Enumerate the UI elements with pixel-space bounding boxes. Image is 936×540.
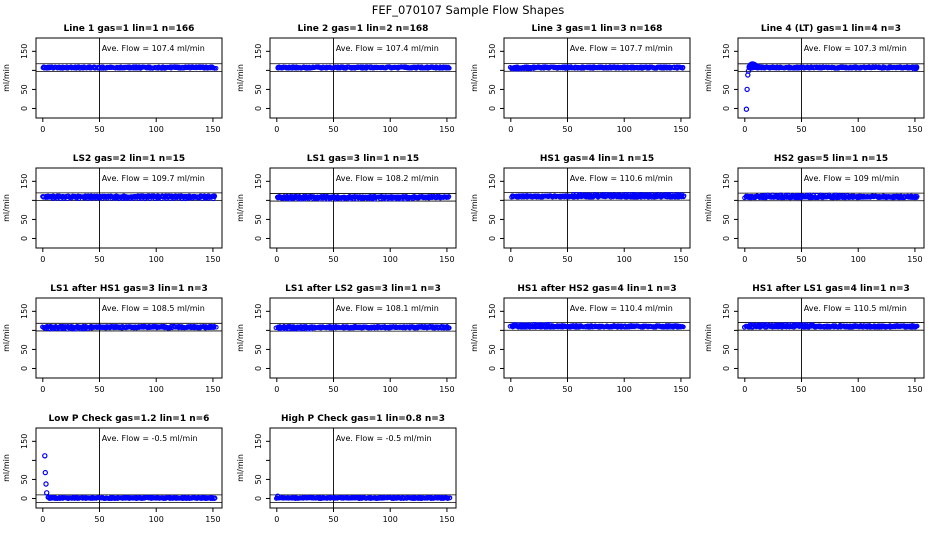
y-tick-label: 150 [254,433,263,449]
x-tick-label: 50 [796,385,807,394]
x-tick-label: 100 [148,125,164,134]
y-axis-label: ml/min [2,194,11,222]
x-tick-label: 50 [328,515,339,524]
x-tick-label: 50 [562,255,573,264]
x-tick-label: 50 [94,125,105,134]
y-tick-label: 150 [20,173,30,189]
x-tick-label: 150 [907,125,923,134]
subplot-title: High P Check gas=1 lin=0.8 n=3 [280,414,446,424]
y-tick-label: 150 [254,303,263,319]
x-tick-label: 0 [742,385,748,394]
y-tick-label: 50 [488,84,497,95]
x-tick-label: 100 [616,385,632,394]
subplot-9 [0,280,234,410]
x-tick-label: 0 [274,125,280,134]
x-tick-label: 100 [148,255,164,264]
subplot-grid [0,20,936,540]
y-tick-label: 50 [254,344,263,355]
subplot-title: HS1 after LS1 gas=4 lin=1 n=3 [752,284,910,294]
y-tick-label: 150 [722,303,731,319]
y-axis-label: ml/min [236,454,245,482]
y-tick-label: 0 [20,235,29,242]
y-tick-label: 150 [254,43,263,59]
y-tick-label: 0 [722,105,731,112]
x-tick-label: 150 [205,515,221,524]
x-tick-label: 50 [94,515,105,524]
x-tick-label: 50 [328,125,339,134]
x-tick-label: 0 [274,255,280,264]
ave-flow-annotation: Ave. Flow = -0.5 ml/min [335,434,432,443]
y-tick-label: 50 [722,214,731,225]
x-tick-label: 150 [205,255,221,264]
x-tick-label: 0 [742,125,748,134]
x-tick-label: 100 [382,125,398,134]
y-axis-label: ml/min [2,64,11,92]
x-tick-label: 150 [205,385,221,394]
subplot-title: HS2 gas=5 lin=1 n=15 [773,154,889,164]
x-tick-label: 150 [673,385,689,394]
y-tick-label: 0 [488,365,497,372]
outlier-point [744,107,748,111]
ave-flow-annotation: Ave. Flow = 110.4 ml/min [569,304,673,313]
y-axis-label: ml/min [236,64,245,92]
subplot-title: LS2 gas=2 lin=1 n=15 [72,154,186,164]
y-tick-label: 0 [20,495,29,502]
x-tick-label: 0 [508,255,514,264]
y-tick-label: 50 [254,474,263,485]
ave-flow-annotation: Ave. Flow = 109 ml/min [803,174,900,183]
y-tick-label: 0 [254,495,263,502]
y-tick-label: 0 [20,105,29,112]
x-tick-label: 150 [439,515,455,524]
x-tick-label: 0 [742,255,748,264]
x-tick-label: 100 [850,385,866,394]
y-tick-label: 50 [488,214,497,225]
x-tick-label: 0 [40,385,46,394]
ave-flow-annotation: Ave. Flow = 107.7 ml/min [569,44,673,53]
x-tick-label: 100 [382,515,398,524]
x-tick-label: 150 [439,125,455,134]
y-tick-label: 50 [722,84,731,95]
y-axis-label: ml/min [470,64,479,92]
ave-flow-annotation: Ave. Flow = 108.5 ml/min [101,304,205,313]
subplot-3 [468,20,702,150]
x-tick-label: 100 [382,255,398,264]
y-tick-label: 150 [20,433,30,449]
y-tick-label: 150 [722,43,731,59]
x-tick-label: 150 [673,125,689,134]
ave-flow-annotation: Ave. Flow = -0.5 ml/min [101,434,198,443]
y-tick-label: 50 [254,84,263,95]
x-tick-label: 0 [508,385,514,394]
x-tick-label: 50 [796,255,807,264]
x-tick-label: 0 [274,515,280,524]
subplot-2 [234,20,468,150]
ave-flow-annotation: Ave. Flow = 110.6 ml/min [569,174,673,183]
y-tick-label: 50 [254,214,263,225]
x-tick-label: 150 [907,255,923,264]
subplot-title: Line 3 gas=1 lin=3 n=168 [531,24,663,34]
subplot-title: HS1 gas=4 lin=1 n=15 [539,154,655,164]
ave-flow-annotation: Ave. Flow = 107.4 ml/min [335,44,439,53]
y-axis-label: ml/min [2,454,11,482]
ave-flow-annotation: Ave. Flow = 107.4 ml/min [101,44,205,53]
x-tick-label: 100 [616,255,632,264]
subplot-6 [234,150,468,280]
subplot-title: Line 1 gas=1 lin=1 n=166 [63,24,195,34]
y-axis-label: ml/min [236,324,245,352]
y-tick-label: 0 [488,105,497,112]
outlier-point [43,471,47,475]
y-tick-label: 0 [254,105,263,112]
y-axis-label: ml/min [704,324,713,352]
subplot-4 [702,20,936,150]
y-axis-label: ml/min [704,64,713,92]
y-tick-label: 150 [488,43,497,59]
subplot-14 [234,410,468,540]
subplot-title: HS1 after HS2 gas=4 lin=1 n=3 [517,284,677,294]
y-axis-label: ml/min [2,324,11,352]
ave-flow-annotation: Ave. Flow = 109.7 ml/min [101,174,205,183]
y-tick-label: 50 [20,214,29,225]
figure-title: FEF_070107 Sample Flow Shapes [371,3,565,17]
y-tick-label: 150 [488,303,497,319]
y-axis-label: ml/min [704,194,713,222]
x-tick-label: 150 [673,255,689,264]
y-tick-label: 150 [20,303,30,319]
y-tick-label: 0 [722,235,731,242]
x-tick-label: 50 [328,385,339,394]
outlier-point [45,491,49,495]
ave-flow-annotation: Ave. Flow = 110.5 ml/min [803,304,907,313]
subplot-10 [234,280,468,410]
y-axis-label: ml/min [470,194,479,222]
y-tick-label: 0 [254,235,263,242]
y-tick-label: 50 [722,344,731,355]
x-tick-label: 50 [796,125,807,134]
x-tick-label: 100 [148,515,164,524]
x-tick-label: 100 [382,385,398,394]
outlier-point [44,482,48,486]
y-tick-label: 150 [20,43,30,59]
y-tick-label: 150 [254,173,263,189]
x-tick-label: 150 [907,385,923,394]
subplot-title: Line 4 (LT) gas=1 lin=4 n=3 [760,24,902,34]
x-tick-label: 100 [148,385,164,394]
subplot-5 [0,150,234,280]
y-axis-label: ml/min [236,194,245,222]
subplot-13 [0,410,234,540]
x-tick-label: 100 [616,125,632,134]
x-tick-label: 150 [439,385,455,394]
outlier-point [745,87,749,91]
y-axis-label: ml/min [470,324,479,352]
subplot-title: Line 2 gas=1 lin=2 n=168 [297,24,429,34]
ave-flow-annotation: Ave. Flow = 108.2 ml/min [335,174,439,183]
x-tick-label: 0 [274,385,280,394]
y-tick-label: 150 [722,173,731,189]
x-tick-label: 0 [40,515,46,524]
y-tick-label: 50 [20,84,29,95]
subplot-title: LS1 after LS2 gas=3 lin=1 n=3 [285,284,441,294]
y-tick-label: 0 [20,365,29,372]
x-tick-label: 50 [328,255,339,264]
y-tick-label: 0 [488,235,497,242]
y-tick-label: 50 [488,344,497,355]
x-tick-label: 50 [94,255,105,264]
subplot-12 [702,280,936,410]
ave-flow-annotation: Ave. Flow = 107.3 ml/min [803,44,907,53]
y-tick-label: 50 [20,344,29,355]
ave-flow-annotation: Ave. Flow = 108.1 ml/min [335,304,439,313]
x-tick-label: 0 [508,125,514,134]
subplot-title: Low P Check gas=1.2 lin=1 n=6 [48,414,210,424]
subplot-title: LS1 after HS1 gas=3 lin=1 n=3 [50,284,208,294]
x-tick-label: 50 [94,385,105,394]
outlier-point [43,454,47,458]
y-tick-label: 50 [20,474,29,485]
x-tick-label: 150 [205,125,221,134]
x-tick-label: 0 [40,255,46,264]
subplot-title: LS1 gas=3 lin=1 n=15 [306,154,420,164]
y-tick-label: 150 [488,173,497,189]
subplot-11 [468,280,702,410]
x-tick-label: 150 [439,255,455,264]
subplot-1 [0,20,234,150]
y-tick-label: 0 [254,365,263,372]
x-tick-label: 100 [850,125,866,134]
x-tick-label: 50 [562,125,573,134]
subplot-7 [468,150,702,280]
x-tick-label: 0 [40,125,46,134]
x-tick-label: 100 [850,255,866,264]
x-tick-label: 50 [562,385,573,394]
y-tick-label: 0 [722,365,731,372]
subplot-8 [702,150,936,280]
